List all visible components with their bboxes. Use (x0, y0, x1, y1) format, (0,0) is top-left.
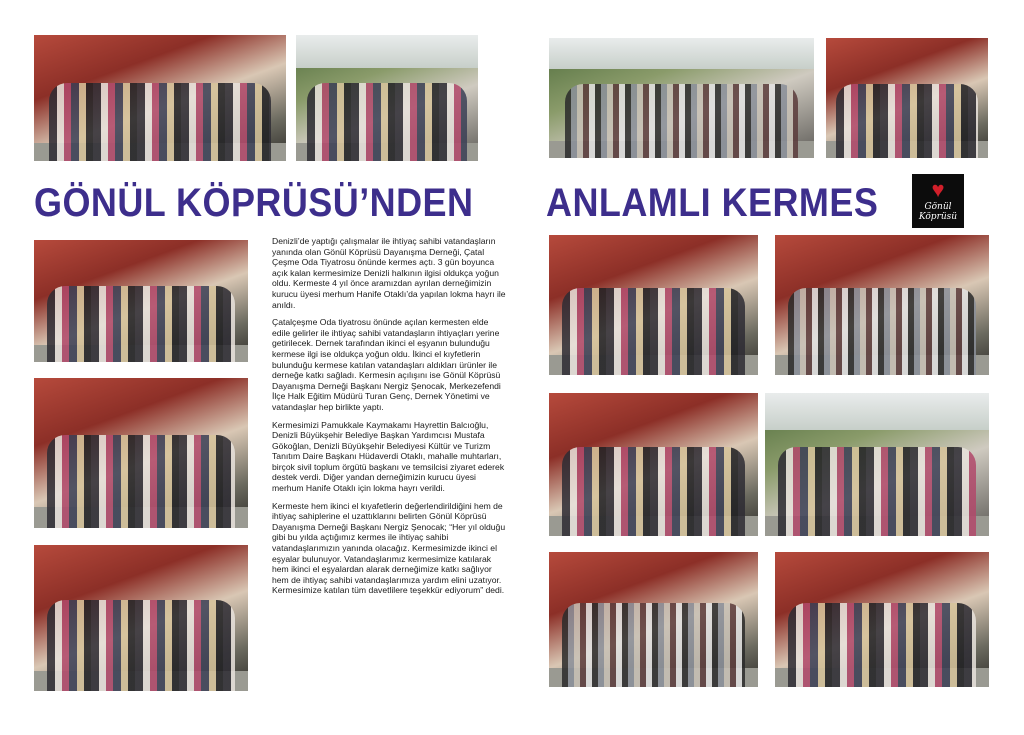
article-paragraph: Kermesimizi Pamukkale Kaymakamı Hayrettin Balcıoğlu, Denizli Büyükşehir Belediye Başkan Yardımcısı Mustafa Gökoğlan, Denizli Büyükşehir Belediyesi Kültür ve Turizm Tanıtım Daire Başkanı Hüdaverdi Otaklı, mahalle muhtarları, birçok sivil toplum örgütü başkanı ve temsilcisi ziyaret ederek destek verdi. Diğer yandan derneğimizin kurucu üyesi merhum Hanife Otaklı için lokma hayrı verildi. (272, 419, 505, 494)
photo-closing-group (775, 552, 989, 687)
gonul-koprusu-logo (912, 174, 964, 228)
photo-clothes-rack (775, 235, 989, 375)
headline-right: ANLAMLI KERMES (546, 181, 879, 225)
photo-lokma-table (549, 393, 758, 536)
photo-women-group (34, 378, 248, 528)
photo-guests-camera (826, 38, 988, 158)
photo-clothing-stall (549, 38, 814, 158)
article-paragraph: Denizli’de yaptığı çalışmalar ile ihtiyaç sahibi vatandaşların yanında olan Gönül Köprüsü Dayanışma Derneği, Çatal Çeşme Oda Tiyatrosu önünde kermes açtı. 3 gün boyunca açık kalan kermesimize Denizli halkının ilgisi oldukça yoğun oldu. Kermeste 4 yıl önce aramızdan ayrılan derneğimizin kurucu üyesi merhum Hanife Otaklı’da yapılan lokma hayrı ile anıldı. (272, 236, 506, 310)
article-paragraph: Kermeste hem ikinci el kıyafetlerin değerlendirildiğini hem de ihtiyaç sahiplerine el uzattıklarını belirten Gönül Köprüsü Dayanışma Derneği Başkanı Nergiz Şenocak; “Her yıl olduğu gibi bu yılda açtığımız kermes ile ihtiyaç sahibi vatandaşlarımızın yanında olacağız. Kermesimizde ikinci el eşyalar bulunuyor. Vatandaşlarımız kermesimize katılarak hem ikinci el eşyalardan alarak derneğimize katkı sağlıyor hem de ihtiyaç sahibi vatandaşlarımıza yardım elini uzatıyor. Kermesimize katılan tüm davetlilere teşekkür ediyorum” dedi. (272, 500, 506, 596)
article-body (272, 236, 508, 603)
photo-ribbon-cutting (296, 35, 478, 161)
headline-left: GÖNÜL KÖPRÜSÜ’NDEN (34, 181, 474, 225)
photo-banner-group (34, 240, 248, 362)
photo-opening-group-left (34, 35, 286, 161)
heart-icon: ♥ (931, 177, 945, 202)
photo-table-group (34, 545, 248, 691)
article-paragraph: Çatalçeşme Oda tiyatrosu önünde açılan kermesten elde edile gelirler ile ihtiyaç sahibi vatandaşların ihtiyaçları yerine getirilecek. Dernek tarafından ikinci el eşyanın bulunduğu kermese ilgi ise oldukça yoğun oldu. İkinci el kıyfetlerin bulunduğu kermese katılan vatandaşları aldıkları ürünler ile derneğe katkı sağladı. Kermesin açılışını ise Gönül Köprüsü Dayanışma Derneği Başkanı Nergiz Şenocak, Merkezefendi İlçe Halk Eğitim Müdürü Turan Genç, Dernek Yönetimi ve vatandaşlar hep birlikte yaptı. (272, 317, 501, 412)
photo-seated-visitors (549, 552, 758, 687)
photo-lokma-cooking (765, 393, 989, 536)
photo-volunteers-stall (549, 235, 758, 375)
logo-brand-line2: Köprüsü (918, 212, 958, 222)
logo-brand-line1: Gönül (924, 202, 952, 212)
